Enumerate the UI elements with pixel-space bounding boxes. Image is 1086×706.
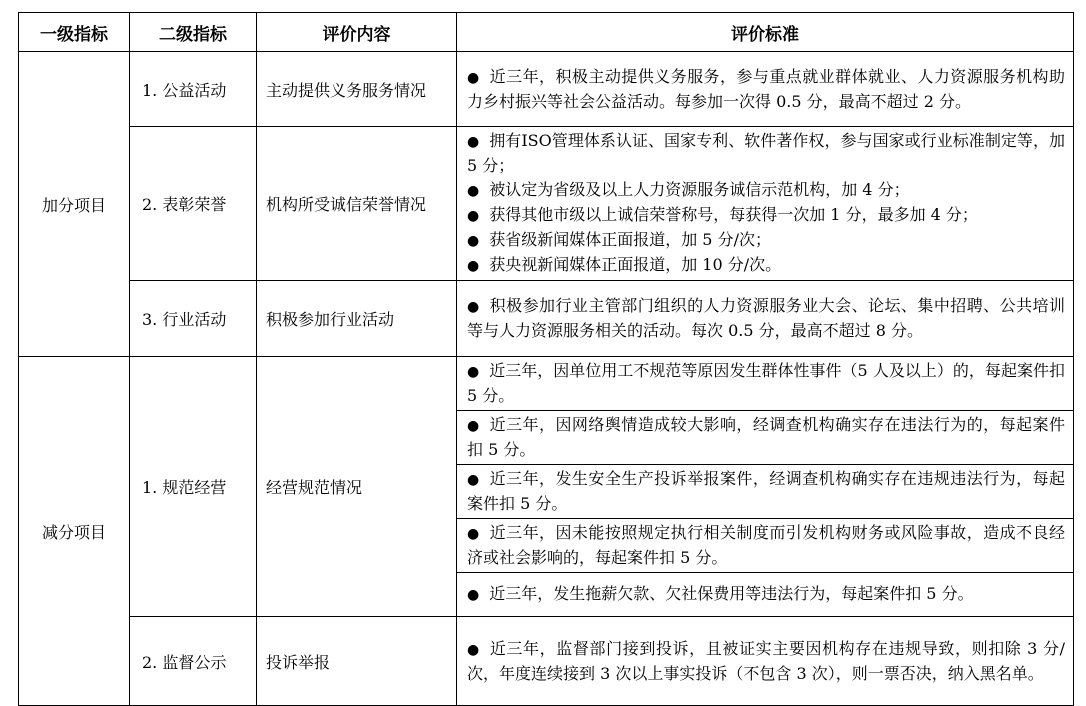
standard-cell xyxy=(457,52,1074,127)
bullet-icon: ● xyxy=(467,233,480,249)
standard-text: 获得其他市级以上诚信荣誉称号，每获得一次加 1 分，最多加 4 分； xyxy=(489,205,978,224)
table-row xyxy=(19,617,1074,706)
bullet-icon: ● xyxy=(467,208,480,224)
bullet-icon: ● xyxy=(467,587,480,603)
standard-text: 近三年，监督部门接到投诉，且被证实主要因机构存在违规导致，则扣除 3 分/次，年度连续接到 3 次以上事实投诉（不包含 3 次），则一票否决，纳入黑名单。 xyxy=(467,638,1065,683)
standard-text: 近三年，积极主动提供义务服务，参与重点就业群体就业、人力资源服务机构助力乡村振兴等社会公益活动。每参加一次得 0.5 分，最高不超过 2 分。 xyxy=(467,66,1065,111)
level2-cell: 1. 公益活动 xyxy=(130,52,257,127)
table-row xyxy=(19,52,1074,127)
standard-item xyxy=(467,359,1065,408)
level1-cell: 加分项目 xyxy=(19,52,130,357)
standard-text: 拥有ISO管理体系认证、国家专利、软件著作权，参与国家或行业标准制定等，加 5 分； xyxy=(467,131,1066,175)
bullet-icon: ● xyxy=(467,418,480,434)
header-content: 评价内容 xyxy=(257,13,457,52)
table-row xyxy=(19,281,1074,357)
level2-cell: 2. 监督公示 xyxy=(130,617,257,706)
level1-cell: 减分项目 xyxy=(19,357,130,706)
bullet-icon: ● xyxy=(467,526,480,542)
standard-text: 获央视新闻媒体正面报道，加 10 分/次。 xyxy=(489,255,782,274)
standard-item xyxy=(467,413,1065,462)
level2-cell: 3. 行业活动 xyxy=(130,281,257,357)
content-cell: 机构所受诚信荣誉情况 xyxy=(257,127,457,281)
standard-item xyxy=(467,637,1065,686)
standard-cell xyxy=(457,281,1074,357)
bullet-icon: ● xyxy=(467,299,480,315)
standard-text: 积极参加行业主管部门组织的人力资源服务业大会、论坛、集中招聘、公共培训等与人力资源服务相关的活动。每次 0.5 分，最高不超过 8 分。 xyxy=(467,296,1065,340)
bullet-icon: ● xyxy=(467,183,480,199)
table-row xyxy=(19,127,1074,281)
standard-text: 近三年，因网络舆情造成较大影响，经调查机构确实存在违法行为的，每起案件扣 5 分。 xyxy=(467,415,1065,459)
standard-item xyxy=(467,294,1065,343)
standard-text: 近三年，发生安全生产投诉举报案件，经调查机构确实存在违规违法行为，每起案件扣 5 分。 xyxy=(467,469,1065,513)
table-row xyxy=(19,357,1074,411)
content-cell: 积极参加行业活动 xyxy=(257,281,457,357)
bullet-icon: ● xyxy=(467,134,480,150)
standard-cell xyxy=(457,465,1074,519)
standard-item xyxy=(467,521,1065,570)
standard-cell xyxy=(457,127,1074,281)
standard-text: 近三年，因未能按照规定执行相关制度而引发机构财务或风险事故，造成不良经济或社会影响的，每起案件扣 5 分。 xyxy=(467,523,1065,567)
standard-text: 获省级新闻媒体正面报道，加 5 分/次； xyxy=(489,230,771,249)
standard-text: 近三年，发生拖薪欠款、欠社保费用等违法行为，每起案件扣 5 分。 xyxy=(489,584,974,603)
standard-cell xyxy=(457,519,1074,573)
standard-item xyxy=(467,65,1065,114)
bullet-icon: ● xyxy=(467,69,480,86)
standard-cell xyxy=(457,617,1074,706)
standard-item xyxy=(467,467,1065,516)
content-cell: 经营规范情况 xyxy=(257,357,457,617)
header-level2: 二级指标 xyxy=(130,13,257,52)
standard-cell xyxy=(457,357,1074,411)
standard-cell xyxy=(457,411,1074,465)
standard-item xyxy=(467,228,1065,253)
standard-item xyxy=(467,203,1065,228)
header-row xyxy=(19,13,1074,52)
bullet-icon: ● xyxy=(467,364,480,380)
standard-item xyxy=(467,582,1065,607)
standard-item xyxy=(467,129,1065,178)
evaluation-table xyxy=(18,12,1074,706)
bullet-icon: ● xyxy=(467,472,480,488)
content-cell: 投诉举报 xyxy=(257,617,457,706)
standard-text: 被认定为省级及以上人力资源服务诚信示范机构，加 4 分； xyxy=(489,180,910,199)
content-cell: 主动提供义务服务情况 xyxy=(257,52,457,127)
level2-cell: 2. 表彰荣誉 xyxy=(130,127,257,281)
bullet-icon: ● xyxy=(467,641,480,658)
standard-item xyxy=(467,253,1065,278)
standard-cell xyxy=(457,573,1074,617)
header-standard: 评价标准 xyxy=(457,13,1074,52)
standard-text: 近三年，因单位用工不规范等原因发生群体性事件（5 人及以上）的，每起案件扣 5 分。 xyxy=(467,361,1065,405)
level2-cell: 1. 规范经营 xyxy=(130,357,257,617)
header-level1: 一级指标 xyxy=(19,13,130,52)
bullet-icon: ● xyxy=(467,258,480,274)
standard-item xyxy=(467,178,1065,203)
